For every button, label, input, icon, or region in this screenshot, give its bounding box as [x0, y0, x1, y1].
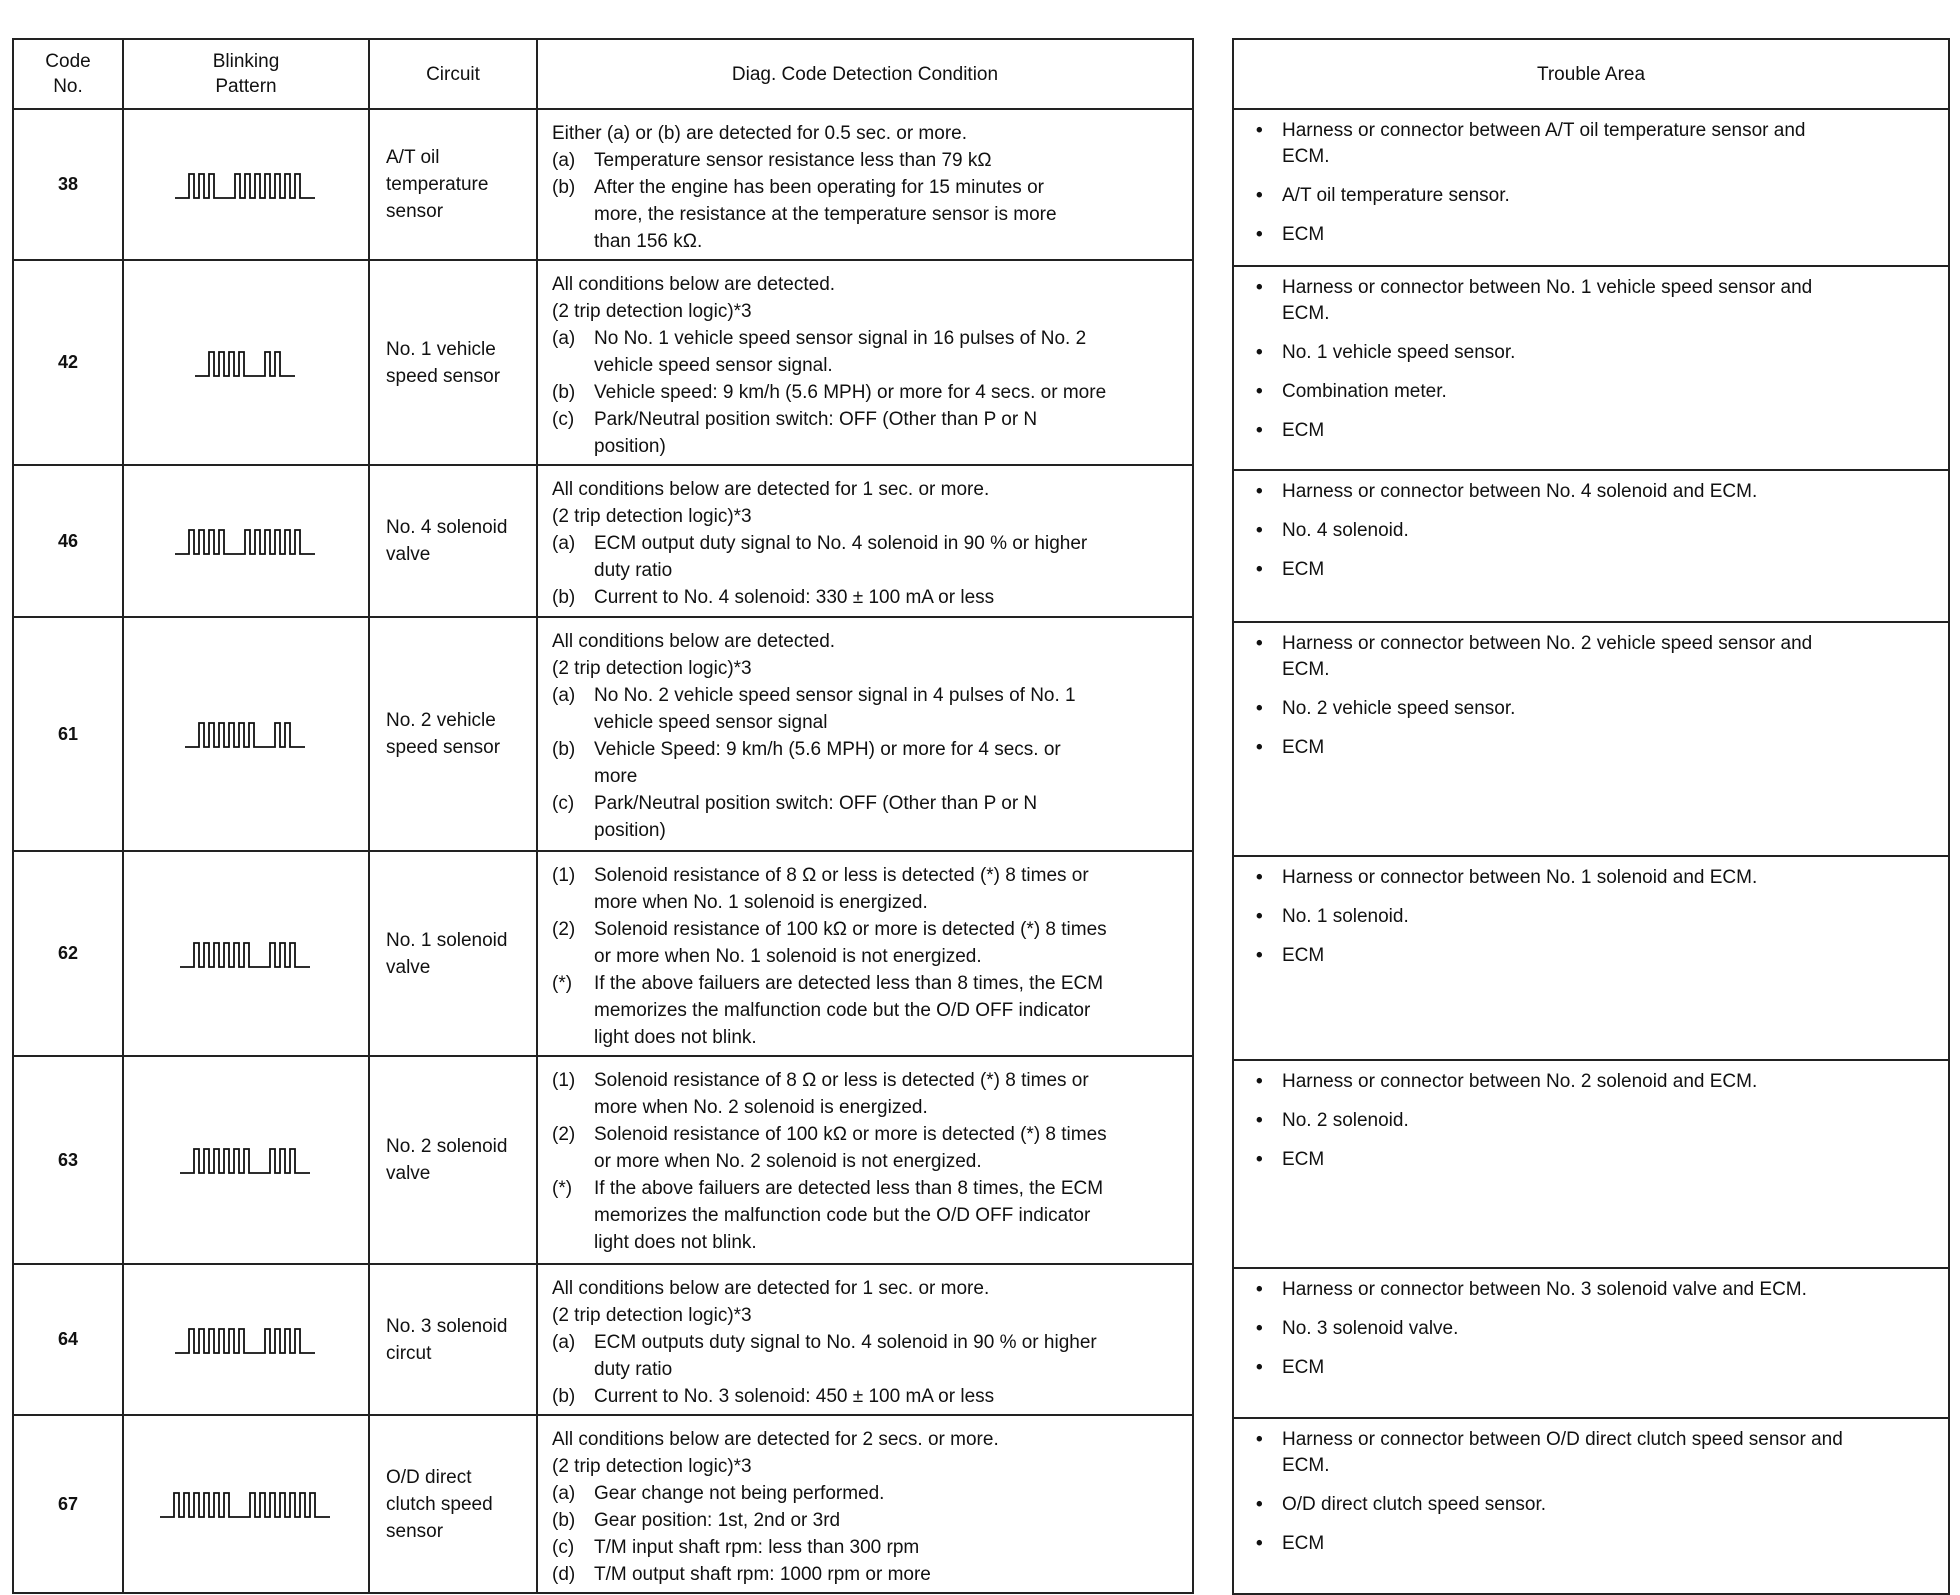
list-item	[1256, 631, 1936, 683]
condition-item	[552, 1383, 1184, 1410]
condition-item	[552, 628, 1184, 655]
condition-text: All conditions below are detected for 1 sec. or more.	[552, 479, 990, 500]
condition-label: (a)	[552, 533, 576, 554]
trouble-area	[1233, 1268, 1949, 1418]
detection-condition	[537, 851, 1193, 1056]
list-item	[1256, 1427, 1936, 1479]
condition-item	[552, 1453, 1184, 1480]
trouble-text: ECM	[1282, 559, 1325, 580]
trouble-area	[1233, 470, 1949, 622]
condition-item	[552, 406, 1184, 460]
trouble-area	[1233, 1418, 1949, 1594]
trouble-area-table	[1232, 38, 1950, 1595]
trouble-text: A/T oil temperature sensor.	[1282, 185, 1510, 206]
circuit-line: speed sensor	[386, 365, 501, 387]
bullet-icon: •	[1256, 381, 1263, 402]
list-item	[1256, 118, 1936, 170]
circuit-line: speed sensor	[386, 737, 501, 758]
trouble-list	[1256, 1427, 1936, 1557]
condition-item	[552, 584, 1184, 611]
circuit-line: No. 1 vehicle	[386, 338, 496, 360]
circuit-line: sensor	[386, 201, 444, 222]
trouble-row	[1233, 1418, 1949, 1594]
circuit-line: temperature	[386, 174, 489, 195]
condition-text: After the engine has been operating for 15 minutes or more, the resistance at the temperature sensor is more than 156 kΩ.	[594, 177, 1057, 252]
condition-item	[552, 1507, 1184, 1534]
circuit-name	[369, 260, 537, 465]
list-item	[1256, 222, 1936, 248]
list-item	[1256, 1492, 1936, 1518]
trouble-text: ECM	[1282, 1533, 1325, 1554]
trouble-text: ECM	[1282, 420, 1325, 441]
code-number: 38	[13, 109, 123, 260]
condition-text: All conditions below are detected for 2 secs. or more.	[552, 1429, 999, 1450]
blinking-pattern-icon	[193, 344, 299, 382]
condition-item	[552, 147, 1184, 174]
bullet-icon: •	[1256, 1533, 1263, 1554]
condition-label: (2)	[552, 1124, 576, 1145]
trouble-text: ECM	[1282, 224, 1325, 245]
condition-text: Current to No. 4 solenoid: 330 ± 100 mA or less	[594, 587, 995, 608]
circuit-name	[369, 1056, 537, 1264]
blinking-pattern-icon	[178, 1141, 314, 1179]
list-item	[1256, 1531, 1936, 1557]
bullet-icon: •	[1256, 185, 1263, 206]
circuit-line: valve	[386, 1163, 431, 1184]
condition-label: (b)	[552, 739, 576, 760]
condition-item	[552, 970, 1184, 1051]
circuit-name	[369, 1264, 537, 1415]
list-item	[1256, 1147, 1936, 1173]
condition-label: (b)	[552, 587, 576, 608]
condition-item	[552, 1302, 1184, 1329]
list-item	[1256, 696, 1936, 722]
condition-item	[552, 503, 1184, 530]
code-number: 63	[13, 1056, 123, 1264]
condition-text: (2 trip detection logic)*3	[552, 1305, 752, 1326]
condition-item	[552, 1329, 1184, 1383]
circuit-line: clutch speed	[386, 1493, 493, 1515]
trouble-area	[1233, 856, 1949, 1060]
blinking-pattern-icon	[178, 935, 314, 973]
trouble-row	[1233, 1060, 1949, 1268]
bullet-icon: •	[1256, 1279, 1263, 1300]
condition-label: (c)	[552, 793, 575, 814]
trouble-list	[1256, 275, 1936, 444]
condition-item	[552, 655, 1184, 682]
condition-text: (2 trip detection logic)*3	[552, 301, 752, 322]
condition-text: Gear position: 1st, 2nd or 3rd	[594, 1510, 841, 1531]
header-circuit: Circuit	[369, 39, 537, 109]
list-item	[1256, 1316, 1936, 1342]
detection-condition	[537, 1264, 1193, 1415]
detection-condition	[537, 1415, 1193, 1593]
condition-label: (*)	[552, 973, 573, 994]
condition-label: (1)	[552, 865, 576, 886]
condition-item	[552, 1067, 1184, 1121]
condition-text: Solenoid resistance of 100 kΩ or more is detected (*) 8 times or more when No. 2 solenoid is not energized.	[594, 1124, 1107, 1172]
condition-item	[552, 379, 1184, 406]
list-item	[1256, 340, 1936, 366]
table-row	[13, 617, 1193, 851]
condition-label: (a)	[552, 685, 576, 706]
list-item	[1256, 904, 1936, 930]
condition-label: (2)	[552, 919, 576, 940]
bullet-icon: •	[1256, 481, 1263, 502]
condition-label: (*)	[552, 1178, 573, 1199]
trouble-text: Harness or connector between No. 3 solenoid valve and ECM.	[1282, 1279, 1807, 1300]
condition-item	[552, 1534, 1184, 1561]
bullet-icon: •	[1256, 698, 1263, 719]
condition-text: T/M input shaft rpm: less than 300 rpm	[594, 1537, 920, 1558]
trouble-text: Harness or connector between No. 1 solenoid and ECM.	[1282, 867, 1758, 888]
table-row	[13, 109, 1193, 260]
blink-waveform	[195, 352, 295, 376]
trouble-list	[1256, 1069, 1936, 1173]
condition-item	[552, 1480, 1184, 1507]
trouble-row	[1233, 622, 1949, 856]
header-blinking-pattern: Blinking Pattern	[123, 39, 369, 109]
detection-condition	[537, 260, 1193, 465]
trouble-text: Harness or connector between A/T oil temperature sensor and ECM.	[1282, 120, 1806, 167]
condition-text: If the above failuers are detected less than 8 times, the ECM memorizes the malfunction code but the O/D OFF indicator light does not blink.	[594, 973, 1104, 1048]
condition-text: (2 trip detection logic)*3	[552, 1456, 752, 1477]
circuit-line: No. 2 solenoid	[386, 1136, 508, 1157]
table-row	[13, 851, 1193, 1056]
bullet-icon: •	[1256, 1318, 1263, 1339]
trouble-text: No. 1 vehicle speed sensor.	[1282, 342, 1516, 363]
bullet-icon: •	[1256, 737, 1263, 758]
trouble-text: No. 1 solenoid.	[1282, 906, 1409, 927]
circuit-line: circut	[386, 1342, 432, 1364]
header-row	[13, 39, 1193, 109]
code-number: 67	[13, 1415, 123, 1593]
trouble-list	[1256, 865, 1936, 969]
circuit-line: No. 4 solenoid	[386, 517, 508, 538]
code-number: 61	[13, 617, 123, 851]
list-item	[1256, 943, 1936, 969]
condition-label: (a)	[552, 1332, 576, 1353]
table-row	[13, 465, 1193, 617]
trouble-text: O/D direct clutch speed sensor.	[1282, 1494, 1547, 1515]
trouble-text: Harness or connector between No. 2 vehicle speed sensor and ECM.	[1282, 633, 1813, 680]
condition-text: Solenoid resistance of 8 Ω or less is detected (*) 8 times or more when No. 1 solenoid is energized.	[594, 865, 1089, 913]
condition-label: (b)	[552, 177, 576, 198]
condition-text: Vehicle Speed: 9 km/h (5.6 MPH) or more for 4 secs. or more	[594, 739, 1061, 787]
table-row	[13, 1264, 1193, 1415]
trouble-text: Harness or connector between No. 4 solenoid and ECM.	[1282, 481, 1758, 502]
condition-text: Park/Neutral position switch: OFF (Other than P or N position)	[594, 793, 1038, 841]
blink-waveform	[160, 1493, 330, 1517]
blinking-pattern	[123, 1264, 369, 1415]
circuit-line: O/D direct	[386, 1466, 472, 1488]
condition-text: (2 trip detection logic)*3	[552, 506, 752, 527]
condition-item	[552, 736, 1184, 790]
condition-item	[552, 271, 1184, 298]
header-detection-condition: Diag. Code Detection Condition	[537, 39, 1193, 109]
trouble-area	[1233, 266, 1949, 470]
list-item	[1256, 1108, 1936, 1134]
condition-item	[552, 790, 1184, 844]
condition-text: Solenoid resistance of 8 Ω or less is detected (*) 8 times or more when No. 2 solenoid is energized.	[594, 1070, 1089, 1118]
bullet-icon: •	[1256, 1071, 1263, 1092]
condition-item	[552, 1175, 1184, 1256]
condition-label: (b)	[552, 1386, 576, 1407]
blink-waveform	[175, 530, 315, 554]
condition-item	[552, 530, 1184, 584]
condition-text: Current to No. 3 solenoid: 450 ± 100 mA or less	[594, 1386, 995, 1407]
condition-label: (a)	[552, 1483, 576, 1504]
bullet-icon: •	[1256, 342, 1263, 363]
trouble-text: No. 4 solenoid.	[1282, 520, 1409, 541]
circuit-line: valve	[386, 544, 431, 565]
bullet-icon: •	[1256, 1110, 1263, 1131]
trouble-text: Harness or connector between No. 1 vehicle speed sensor and ECM.	[1282, 277, 1813, 324]
condition-label: (d)	[552, 1564, 576, 1585]
list-item	[1256, 183, 1936, 209]
bullet-icon: •	[1256, 559, 1263, 580]
bullet-icon: •	[1256, 520, 1263, 541]
condition-item	[552, 1426, 1184, 1453]
condition-item	[552, 174, 1184, 255]
condition-text: All conditions below are detected.	[552, 274, 836, 295]
list-item	[1256, 1069, 1936, 1095]
trouble-text: No. 2 vehicle speed sensor.	[1282, 698, 1516, 719]
condition-item	[552, 120, 1184, 147]
detection-condition	[537, 109, 1193, 260]
trouble-text: No. 2 solenoid.	[1282, 1110, 1409, 1131]
list-item	[1256, 379, 1936, 405]
list-item	[1256, 518, 1936, 544]
circuit-name	[369, 1415, 537, 1593]
blink-waveform	[180, 943, 310, 967]
trouble-row	[1233, 856, 1949, 1060]
list-item	[1256, 557, 1936, 583]
blinking-pattern	[123, 617, 369, 851]
bullet-icon: •	[1256, 1494, 1263, 1515]
condition-text: (2 trip detection logic)*3	[552, 658, 752, 679]
condition-text: No No. 2 vehicle speed sensor signal in 4 pulses of No. 1 vehicle speed sensor signal	[594, 685, 1076, 733]
trouble-list	[1256, 1277, 1936, 1381]
trouble-area	[1233, 1060, 1949, 1268]
detection-condition	[537, 465, 1193, 617]
bullet-icon: •	[1256, 120, 1263, 141]
condition-label: (c)	[552, 409, 575, 430]
trouble-text: ECM	[1282, 945, 1325, 966]
condition-label: (a)	[552, 328, 576, 349]
blinking-pattern-icon	[183, 715, 309, 753]
trouble-text: ECM	[1282, 737, 1325, 758]
condition-item	[552, 916, 1184, 970]
condition-label: (b)	[552, 1510, 576, 1531]
condition-item	[552, 298, 1184, 325]
blink-waveform	[185, 723, 305, 747]
trouble-text: ECM	[1282, 1357, 1325, 1378]
condition-text: ECM outputs duty signal to No. 4 solenoid in 90 % or higher duty ratio	[594, 1332, 1097, 1380]
code-number: 62	[13, 851, 123, 1056]
blink-waveform	[175, 174, 315, 198]
code-number: 46	[13, 465, 123, 617]
list-item	[1256, 735, 1936, 761]
blinking-pattern	[123, 1056, 369, 1264]
blinking-pattern-icon	[173, 1321, 319, 1359]
condition-text: T/M output shaft rpm: 1000 rpm or more	[594, 1564, 931, 1585]
condition-item	[552, 325, 1184, 379]
blinking-pattern	[123, 1415, 369, 1593]
trouble-row	[1233, 470, 1949, 622]
condition-text: Either (a) or (b) are detected for 0.5 sec. or more.	[552, 123, 968, 144]
trouble-text: No. 3 solenoid valve.	[1282, 1318, 1459, 1339]
condition-text: Vehicle speed: 9 km/h (5.6 MPH) or more for 4 secs. or more	[594, 382, 1107, 403]
circuit-line: sensor	[386, 1520, 444, 1542]
trouble-area	[1233, 109, 1949, 266]
trouble-text: Harness or connector between O/D direct clutch speed sensor and ECM.	[1282, 1429, 1843, 1476]
blinking-pattern-icon	[173, 522, 319, 560]
condition-item	[552, 476, 1184, 503]
trouble-text: Harness or connector between No. 2 solenoid and ECM.	[1282, 1071, 1758, 1092]
bullet-icon: •	[1256, 420, 1263, 441]
condition-text: Park/Neutral position switch: OFF (Other than P or N position)	[594, 409, 1038, 457]
bullet-icon: •	[1256, 906, 1263, 927]
trouble-area	[1233, 622, 1949, 856]
trouble-list	[1256, 479, 1936, 583]
blinking-pattern	[123, 109, 369, 260]
list-item	[1256, 418, 1936, 444]
detection-condition	[537, 1056, 1193, 1264]
blink-waveform	[175, 1329, 315, 1353]
circuit-name	[369, 109, 537, 260]
bullet-icon: •	[1256, 867, 1263, 888]
code-number: 64	[13, 1264, 123, 1415]
header-trouble-area: Trouble Area	[1233, 39, 1949, 109]
condition-text: Solenoid resistance of 100 kΩ or more is detected (*) 8 times or more when No. 1 solenoid is not energized.	[594, 919, 1107, 967]
list-item	[1256, 479, 1936, 505]
blinking-pattern	[123, 260, 369, 465]
condition-text: ECM output duty signal to No. 4 solenoid in 90 % or higher duty ratio	[594, 533, 1088, 581]
condition-item	[552, 682, 1184, 736]
bullet-icon: •	[1256, 945, 1263, 966]
trouble-list	[1256, 118, 1936, 248]
trouble-header-row	[1233, 39, 1949, 109]
trouble-text: ECM	[1282, 1149, 1325, 1170]
condition-item	[552, 862, 1184, 916]
blinking-pattern-icon	[173, 166, 319, 204]
condition-label: (a)	[552, 150, 576, 171]
list-item	[1256, 275, 1936, 327]
circuit-name	[369, 617, 537, 851]
code-number: 42	[13, 260, 123, 465]
blinking-pattern	[123, 465, 369, 617]
condition-text: All conditions below are detected for 1 sec. or more.	[552, 1278, 990, 1299]
header-code: Code No.	[13, 39, 123, 109]
bullet-icon: •	[1256, 1429, 1263, 1450]
condition-text: If the above failuers are detected less than 8 times, the ECM memorizes the malfunction code but the O/D OFF indicator light does not blink.	[594, 1178, 1104, 1253]
blinking-pattern	[123, 851, 369, 1056]
circuit-line: No. 3 solenoid	[386, 1315, 508, 1337]
condition-text: Temperature sensor resistance less than 79 kΩ	[594, 150, 992, 171]
detection-condition	[537, 617, 1193, 851]
bullet-icon: •	[1256, 633, 1263, 654]
bullet-icon: •	[1256, 1149, 1263, 1170]
trouble-text: Combination meter.	[1282, 381, 1447, 402]
trouble-row	[1233, 1268, 1949, 1418]
condition-label: (1)	[552, 1070, 576, 1091]
circuit-line: A/T oil	[386, 147, 440, 168]
bullet-icon: •	[1256, 277, 1263, 298]
blinking-pattern-icon	[158, 1485, 334, 1523]
bullet-icon: •	[1256, 1357, 1263, 1378]
condition-item	[552, 1121, 1184, 1175]
bullet-icon: •	[1256, 224, 1263, 245]
table-row	[13, 1056, 1193, 1264]
list-item	[1256, 865, 1936, 891]
circuit-name	[369, 851, 537, 1056]
blink-waveform	[180, 1149, 310, 1173]
condition-item	[552, 1275, 1184, 1302]
trouble-row	[1233, 266, 1949, 470]
trouble-row	[1233, 109, 1949, 266]
condition-label: (c)	[552, 1537, 575, 1558]
table-row	[13, 260, 1193, 465]
condition-text: All conditions below are detected.	[552, 631, 836, 652]
circuit-name	[369, 465, 537, 617]
list-item	[1256, 1355, 1936, 1381]
circuit-line: No. 1 solenoid	[386, 929, 508, 951]
circuit-line: No. 2 vehicle	[386, 710, 496, 731]
list-item	[1256, 1277, 1936, 1303]
circuit-line: valve	[386, 956, 431, 978]
condition-text: No No. 1 vehicle speed sensor signal in 16 pulses of No. 2 vehicle speed sensor signal.	[594, 328, 1087, 376]
diagnostic-code-table	[12, 38, 1194, 1594]
condition-label: (b)	[552, 382, 576, 403]
table-row	[13, 1415, 1193, 1593]
trouble-list	[1256, 631, 1936, 761]
condition-text: Gear change not being performed.	[594, 1483, 885, 1504]
